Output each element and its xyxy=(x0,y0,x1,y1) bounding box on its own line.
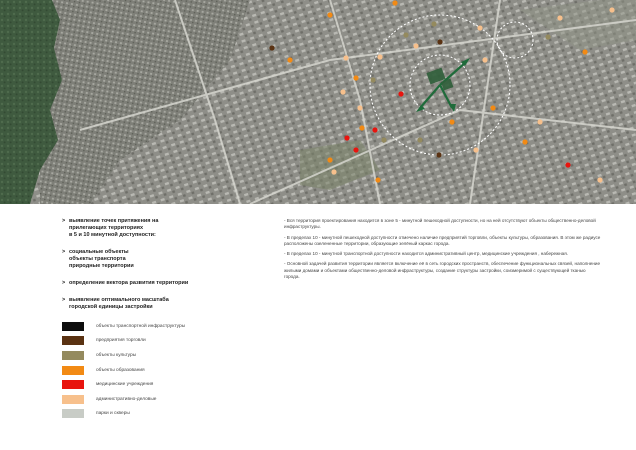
objective-marker: > xyxy=(62,218,66,224)
legend-label: объекты транспортной инфраструктуры xyxy=(96,323,186,329)
objective-marker: > xyxy=(62,297,66,303)
legend-item-transport xyxy=(62,319,185,334)
analysis-paragraph: - В пределах 10 - минутной транспортной доступности находится административный центр, медицинские учреждения , набережная. xyxy=(284,251,568,257)
legend-item-education xyxy=(62,363,185,378)
objective-line: выявление оптимального масштаба xyxy=(69,297,169,303)
poi-marker xyxy=(477,25,482,30)
satellite-map xyxy=(0,0,636,204)
objective-item xyxy=(62,218,262,239)
poi-marker xyxy=(344,135,349,140)
poi-marker xyxy=(565,162,570,167)
objective-line: социальные объекты xyxy=(69,249,129,255)
poi-marker xyxy=(417,137,422,142)
poi-marker xyxy=(343,55,348,60)
objective-line: в 5 и 10 минутной доступности: xyxy=(69,232,156,238)
poi-marker xyxy=(269,45,274,50)
objective-item xyxy=(62,249,262,270)
poi-marker xyxy=(537,119,542,124)
legend-label: предприятия торговли xyxy=(96,338,146,344)
culture-swatch-icon xyxy=(62,351,84,360)
poi-marker xyxy=(436,152,441,157)
objectives-list xyxy=(62,218,262,321)
poi-marker xyxy=(359,125,364,130)
poi-marker xyxy=(331,169,336,174)
objective-line: определение вектора развития территории xyxy=(69,280,189,286)
poi-marker xyxy=(545,34,550,39)
poi-marker xyxy=(327,12,332,17)
analysis-text xyxy=(284,218,602,284)
analysis-paragraph: - В пределах 10 - минутной пешеходной доступности отмечено наличие предприятий торговли, объекты культуры, образования. В этом же радиусе расположены озелененные территории, образующие зелёный каркас города. xyxy=(284,234,601,247)
poi-marker xyxy=(327,157,332,162)
legend-label: парки и скверы xyxy=(96,411,130,417)
poi-marker xyxy=(597,177,602,182)
legend-item-trade xyxy=(62,334,185,349)
legend-label: административно-деловые xyxy=(96,396,157,402)
poi-marker xyxy=(490,105,495,110)
poi-marker xyxy=(370,77,375,82)
legend-item-culture xyxy=(62,348,185,363)
poi-marker xyxy=(431,21,436,26)
objective-marker: > xyxy=(62,249,66,255)
legend-item-admin xyxy=(62,392,185,407)
objective-line: природные территории xyxy=(69,263,134,269)
poi-marker xyxy=(449,119,454,124)
objective-line: выявление точек притяжения на xyxy=(69,218,159,224)
poi-marker xyxy=(377,54,382,59)
poi-marker xyxy=(473,147,478,152)
poi-marker xyxy=(482,57,487,62)
poi-marker xyxy=(557,15,562,20)
poi-marker xyxy=(522,139,527,144)
poi-marker xyxy=(357,105,362,110)
legend-label: медицинские учреждения xyxy=(96,382,154,388)
legend-label: объекты культуры xyxy=(96,352,137,358)
admin-swatch-icon xyxy=(62,395,84,404)
poi-marker xyxy=(437,39,442,44)
legend-item-medical xyxy=(62,377,185,392)
poi-marker xyxy=(340,89,345,94)
objective-line: объекты транспорта xyxy=(69,256,126,262)
poi-marker xyxy=(353,75,358,80)
objective-line: прилегающих территориях xyxy=(69,225,144,231)
poi-marker xyxy=(582,49,587,54)
medical-swatch-icon xyxy=(62,380,84,389)
poi-marker xyxy=(353,147,358,152)
transport-swatch-icon xyxy=(62,322,84,331)
poi-marker xyxy=(392,0,397,5)
objective-item xyxy=(62,297,262,311)
poi-marker xyxy=(413,43,418,48)
poi-marker xyxy=(609,7,614,12)
analysis-paragraph: - Вся территория проектирования находится в зоне 5 - минутной пешеходной доступности, но на ней отсутствуют объекты общественно-деловой инфраструктуры. xyxy=(284,218,596,230)
poi-marker xyxy=(287,57,292,62)
legend-label: объекты образования xyxy=(96,367,145,373)
trade-swatch-icon xyxy=(62,336,84,345)
poi-marker xyxy=(398,91,403,96)
poi-marker xyxy=(381,137,386,142)
poi-marker xyxy=(403,32,408,37)
poi-marker xyxy=(375,177,380,182)
analysis-paragraph: - Основной задачей развития территории является включение её в сеть городских пространств, обеспечение функциональных связей, наполнение жилыми домами и объектами общественно-деловой инфраструктуры, создание структуры застройки, соизмеримой с существующей тканью города. xyxy=(284,261,600,280)
parks-swatch-icon xyxy=(62,409,84,418)
education-swatch-icon xyxy=(62,366,84,375)
objective-line: городской единицы застройки xyxy=(69,304,153,310)
legend-item-parks xyxy=(62,407,185,422)
map-legend xyxy=(62,319,185,421)
objective-marker: > xyxy=(62,280,66,286)
objective-item xyxy=(62,280,262,287)
poi-marker xyxy=(372,127,377,132)
